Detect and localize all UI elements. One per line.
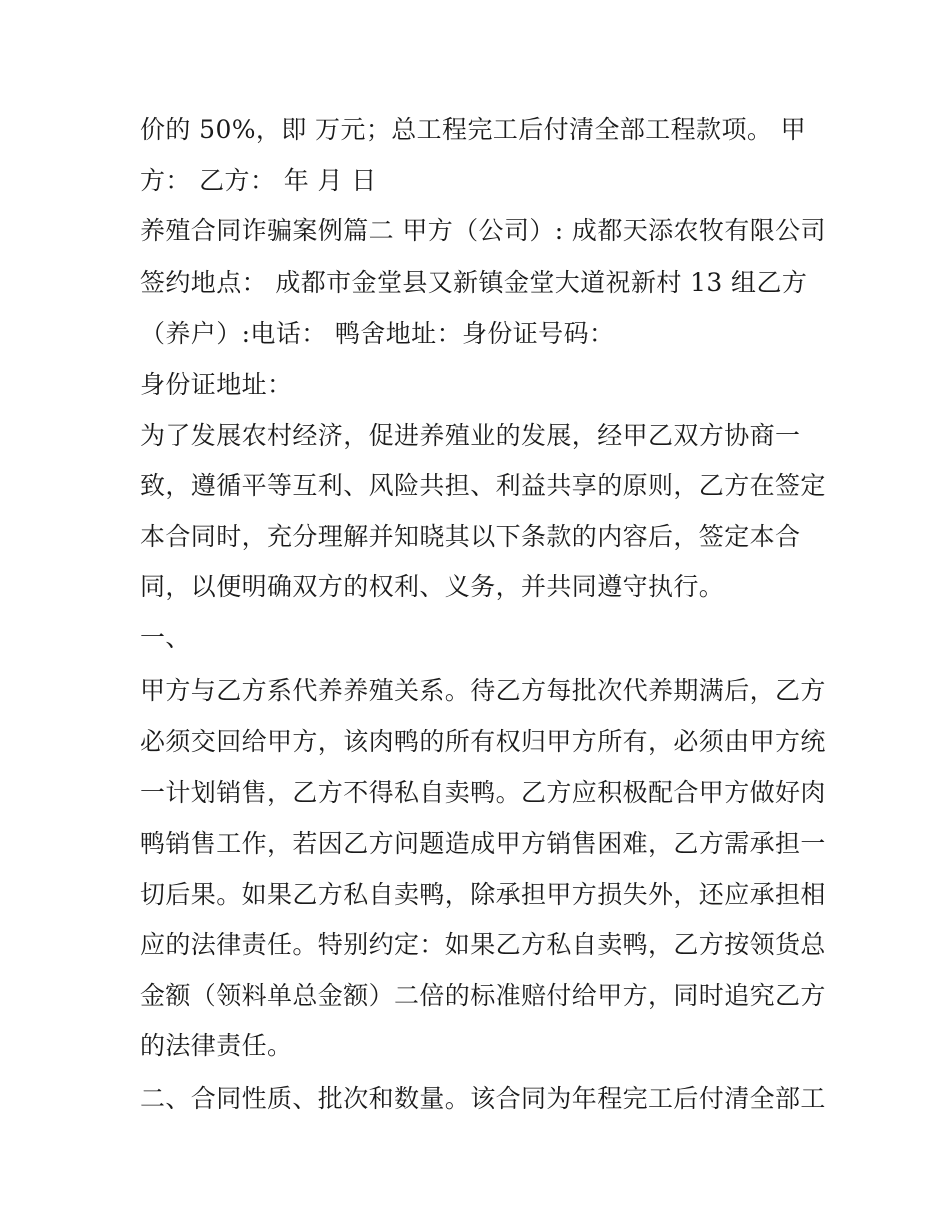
text-line: 应的法律责任。特别约定：如果乙方私自卖鸭，乙方按领货总 [140,930,826,959]
text-line: 致，遵循平等互利、风险共担、利益共享的原则，乙方在签定 [140,471,826,500]
text-line: 甲方与乙方系代养养殖关系。待乙方每批次代养期满后，乙方 [140,676,826,705]
text-line: 为了发展农村经济，促进养殖业的发展，经甲乙双方协商一 [140,421,801,450]
text-line: 本合同时，充分理解并知晓其以下条款的内容后，签定本合 [140,522,801,551]
text-line: 的法律责任。 [140,1031,293,1060]
text-line: 签约地点： 成都市金堂县又新镇金堂大道祝新村 13 组乙方 [140,268,808,297]
text-line: 金额（领料单总金额）二倍的标准赔付给甲方，同时追究乙方 [140,981,826,1010]
text-line: （养户）:电话： 鸭舍地址：身份证号码： [140,319,615,348]
text-line: 必须交回给甲方，该肉鸭的所有权归甲方所有，必须由甲方统 [140,727,826,756]
text-line: 身份证地址： [140,370,293,399]
text-line: 切后果。如果乙方私自卖鸭，除承担甲方损失外，还应承担相 [140,880,826,909]
text-line: 养殖合同诈骗案例篇二 甲方（公司）: 成都天添农牧有限公司 [140,216,826,245]
text-line: 二、合同性质、批次和数量。该合同为年程完工后付清全部工 [140,1084,826,1113]
text-line: 一计划销售，乙方不得私自卖鸭。乙方应积极配合甲方做好肉 [140,778,826,807]
text-line: 方： 乙方： 年 月 日 [140,166,377,195]
section-heading: 一、 [140,623,191,652]
text-line: 价的 50%，即 万元；总工程完工后付清全部工程款项。 甲 [140,115,807,144]
text-line: 同，以便明确双方的权利、义务，并共同遵守执行。 [140,572,725,601]
text-line: 鸭销售工作，若因乙方问题造成甲方销售困难，乙方需承担一 [140,829,826,858]
